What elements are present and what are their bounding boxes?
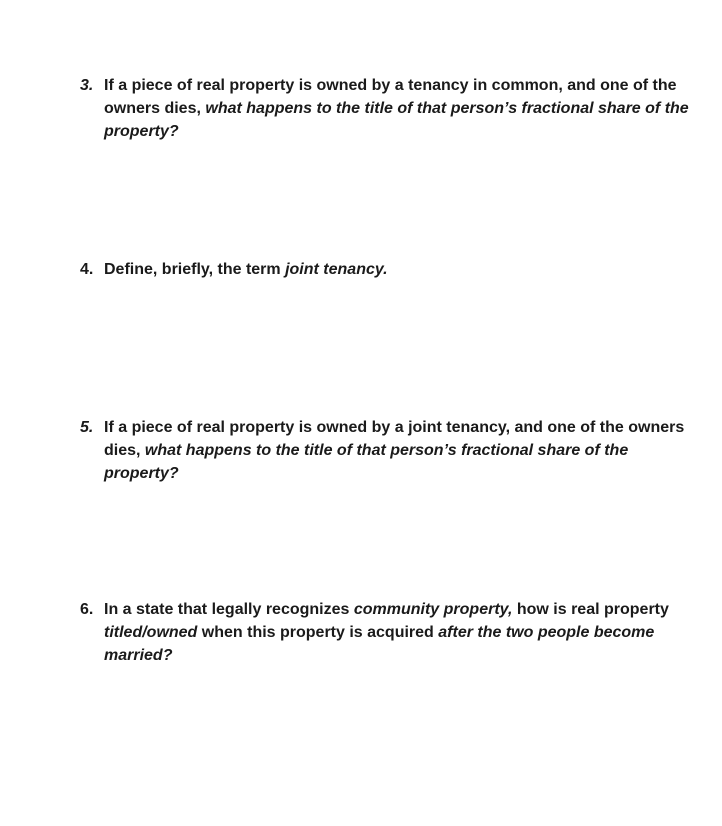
question-text-emphasis: community property, xyxy=(353,601,513,618)
question-text-emphasis: joint tenancy. xyxy=(285,261,388,278)
question-text-emphasis: what happens to the title of that person’s fractional share of the property? xyxy=(104,442,629,482)
question-number: 5. xyxy=(80,419,94,436)
question-text xyxy=(104,258,690,281)
question-text-plain: when this property is acquired xyxy=(197,624,439,641)
question-text-plain: In a state that legally recognizes xyxy=(104,601,354,618)
question-text-plain: If a piece of real property is owned by a joint tenancy, and one of the owners dies, xyxy=(104,419,685,459)
question-number: 3. xyxy=(80,77,94,94)
question-text-plain: Define, briefly, the term xyxy=(104,261,286,278)
question-3 xyxy=(80,74,690,143)
question-text xyxy=(104,416,690,485)
question-text xyxy=(104,74,690,143)
question-text-plain: how is real property xyxy=(512,601,669,618)
question-text-emphasis: what happens to the title of that person’s fractional share of the property? xyxy=(104,100,689,140)
question-text-plain: If a piece of real property is owned by a tenancy in common, and one of the owners dies, xyxy=(104,77,677,117)
question-4 xyxy=(80,258,690,281)
question-text-emphasis: titled/owned xyxy=(104,624,198,641)
question-6 xyxy=(80,598,690,667)
question-number: 4. xyxy=(80,261,94,278)
question-number: 6. xyxy=(80,601,94,618)
question-text xyxy=(104,598,690,667)
question-text-emphasis: after the two people become married? xyxy=(104,624,655,664)
question-5 xyxy=(80,416,690,485)
